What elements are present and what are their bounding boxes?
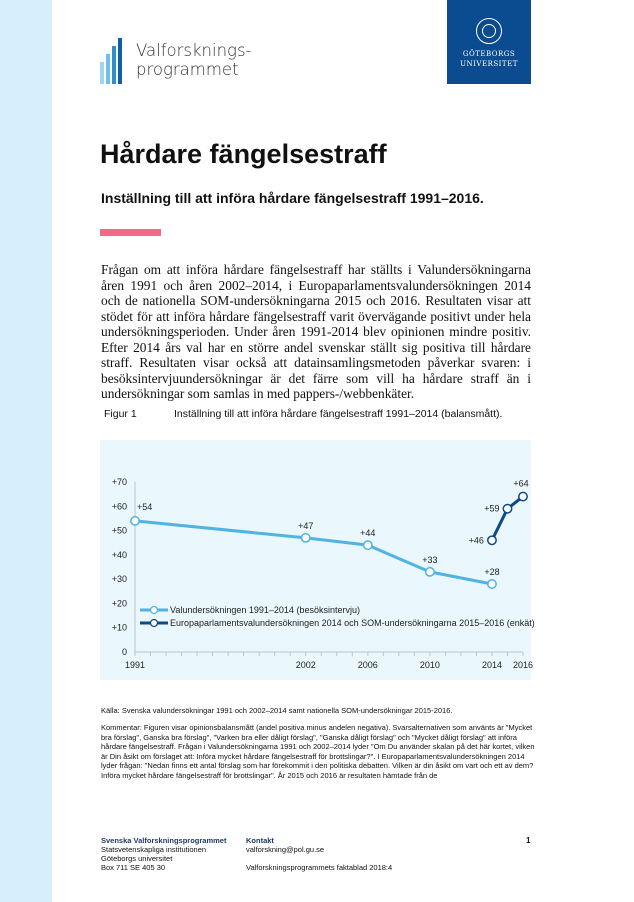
x-tick-label: 2010 xyxy=(419,660,440,670)
data-label: +44 xyxy=(360,528,376,539)
data-label: +64 xyxy=(513,478,529,489)
data-label: +59 xyxy=(484,503,500,514)
legend-swatch-marker xyxy=(151,620,158,627)
page-number: 1 xyxy=(526,836,531,845)
accent-bar xyxy=(100,229,161,236)
logo-line1: Valforsknings- xyxy=(136,41,252,60)
figure-number: Figur 1 xyxy=(104,408,137,420)
x-tick-label: 2016 xyxy=(512,660,534,670)
footer-org-name: Svenska Valforskningsprogrammet xyxy=(101,836,227,845)
data-point xyxy=(131,517,139,525)
data-point xyxy=(364,541,372,549)
footer-contact-email[interactable]: valforskning@pol.gu.se xyxy=(246,845,325,854)
x-tick-label: 1991 xyxy=(124,660,146,670)
y-tick-label: +20 xyxy=(111,598,127,609)
data-label: +47 xyxy=(298,520,314,531)
side-band xyxy=(0,0,52,902)
footer-org-line4: Box 711 SE 405 30 xyxy=(101,863,166,872)
data-point xyxy=(488,580,496,588)
page-title: Hårdare fängelsestraff xyxy=(100,139,387,169)
series-line-1 xyxy=(135,521,492,584)
chart-container xyxy=(100,440,535,680)
legend-label: Valundersökningen 1991–2014 (besöksintervju) xyxy=(170,605,360,615)
data-point xyxy=(488,536,496,544)
university-name-line2: UNIVERSITET xyxy=(460,60,518,68)
data-point xyxy=(426,568,434,576)
comment-note: Kommentar: Figuren visar opinionsbalansmått (andel positiva minus andelen negativa). Svarsalternativen som använts är "Mycket bra förslag", Ganska bra förslag", "Varken bra eller dåligt förslag", "Ganska dåligt förslag" och "Mycket dåligt förslag" att införa hårdare fängelsestraff. Frågan i Valundersökningarna 1991 och 2002–2014 lyder "Om Du använder skalan på det här kortet, vilken är Din åsikt om förslaget att: Införa mycket hårdare fängelsestraff för brottslingar?". I Europaparlamentsvalundersökningen 2014 lyder frågan: "Nedan finns ett antal förslag som har förekommit i den politiska debatten. Vilken är din åsikt om vart och ett av dem? Införa mycket hårdare fängelsestraff för brottslingar". År 2015 och 2016 är resultaten hämtade från de xyxy=(101,723,535,780)
source-note: Källa: Svenska valundersökningar 1991 och 2002–2014 samt nationella SOM-undersökningar 2015-2016. xyxy=(101,706,453,715)
y-tick-label: +30 xyxy=(111,574,127,585)
footer-contact-label: Kontakt xyxy=(246,836,274,845)
line-chart xyxy=(100,440,535,680)
body-paragraph: Frågan om att införa hårdare fängelsestraff har ställts i Valundersökningarna åren 1991 och åren 2002–2014, i Europaparlamentsvalundersökningen 2014 och de nationella SOM-undersökningarna 2015 och 2016. Resultaten visar att stödet för att införa hårdare fängelsestraff varit övervägande positivt under hela undersökningsperioden. Under åren 1991-2014 blev opinionen mindre positiv. Efter 2014 års val har en större andel svenskar ställt sig positiva till hårdare straff. Resultaten visar också att datainsamlingsmetoden påverkar svaren: i besöksintervjuundersökningar är det färre som vill ha hårdare straff än i undersökningar som samlas in med pappers-/webbenkäter. xyxy=(101,262,531,401)
logo-line2: programmet xyxy=(136,60,239,79)
valforskningsprogrammet-logo xyxy=(100,36,252,84)
data-label: +33 xyxy=(422,554,438,565)
figure-caption-text: Inställning till att införa hårdare fängelsestraff 1991–2014 (balansmått). xyxy=(174,408,503,420)
y-tick-label: +40 xyxy=(111,549,127,560)
data-point xyxy=(519,492,527,500)
figure-caption xyxy=(104,408,502,420)
y-tick-label: +60 xyxy=(111,501,127,512)
legend-swatch-marker xyxy=(151,607,158,614)
data-point xyxy=(302,534,310,542)
footer-org-line3: Göteborgs universitet xyxy=(101,854,173,863)
university-name-line1: GÖTEBORGS xyxy=(462,50,516,58)
data-label: +46 xyxy=(468,535,484,546)
legend-label: Europaparlamentsvalundersökningen 2014 och SOM-undersökningarna 2015–2016 (enkät) xyxy=(170,618,535,628)
university-seal-icon xyxy=(476,18,502,44)
x-tick-label: 2006 xyxy=(357,660,378,670)
footer-series-name: Valforskningsprogrammets faktablad 2018:4 xyxy=(246,863,393,872)
y-tick-label: +10 xyxy=(111,622,127,633)
y-tick-label: +50 xyxy=(111,525,127,536)
logo-bars-icon xyxy=(100,36,122,84)
data-point xyxy=(503,505,511,513)
footer-org-line2: Statsvetenskapliga institutionen xyxy=(101,845,207,854)
footer-contact xyxy=(246,836,392,872)
data-label: +54 xyxy=(137,501,153,512)
y-tick-label: +70 xyxy=(111,477,127,487)
goteborgs-universitet-logo xyxy=(447,0,531,84)
x-tick-label: 2002 xyxy=(295,660,316,670)
data-label: +28 xyxy=(484,567,500,577)
page-subtitle: Inställning till att införa hårdare fängelsestraff 1991–2016. xyxy=(101,190,484,206)
y-tick-label: 0 xyxy=(121,647,127,657)
footer-organization xyxy=(101,836,226,872)
x-tick-label: 2014 xyxy=(481,660,502,670)
